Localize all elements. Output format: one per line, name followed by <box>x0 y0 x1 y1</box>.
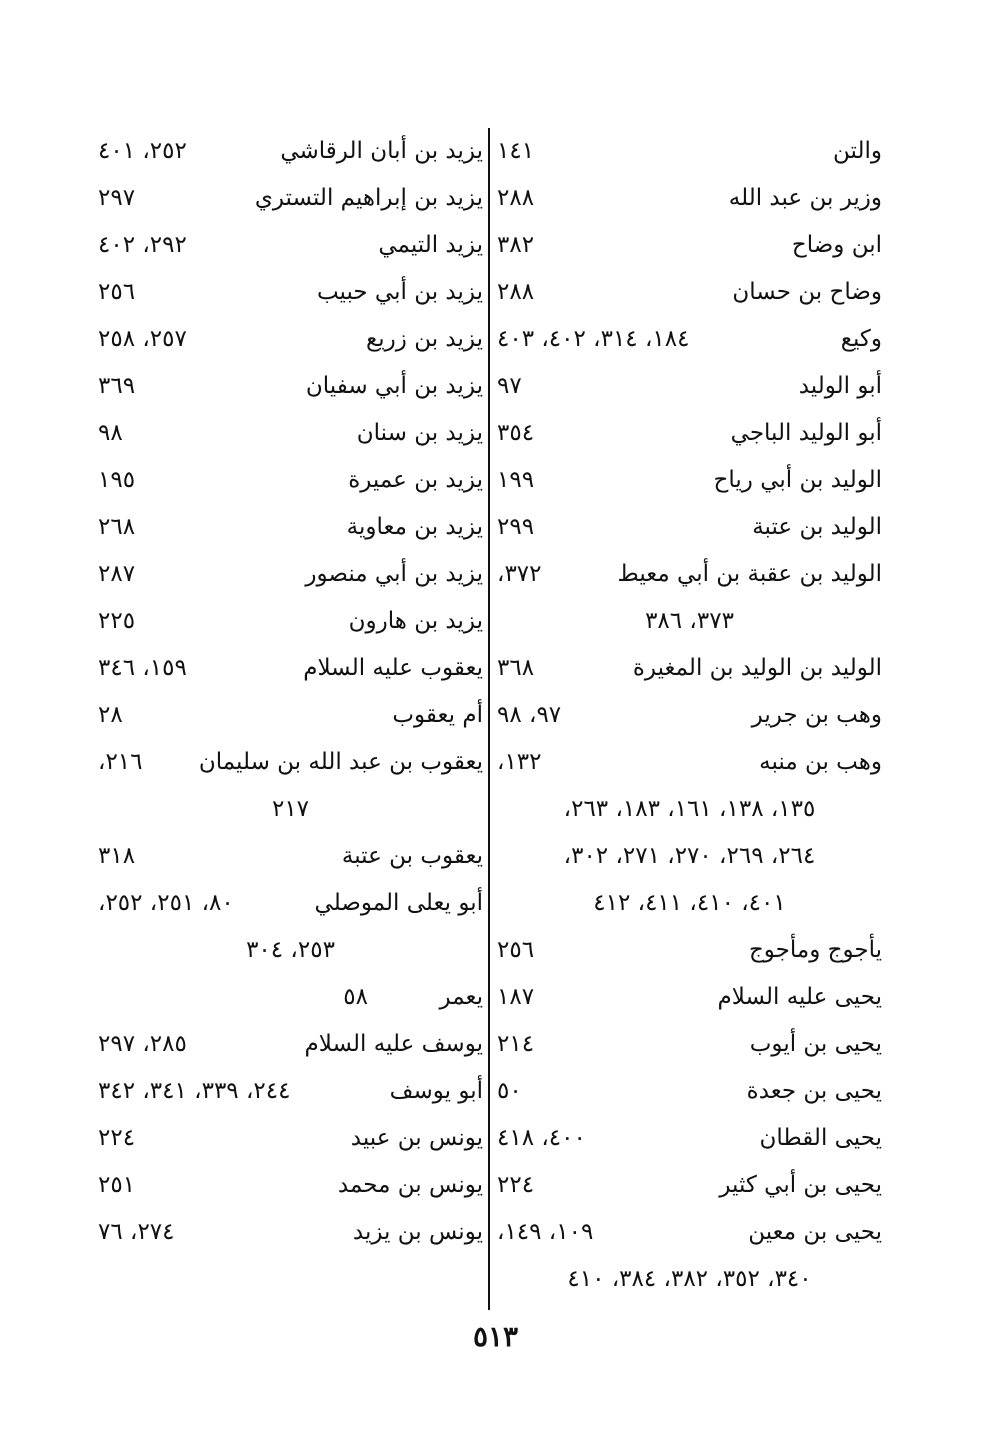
page-number: ٥١٣ <box>472 1320 519 1353</box>
entry-name: يونس بن يزيد <box>352 1219 483 1245</box>
index-entry-continuation <box>497 786 882 833</box>
index-entry <box>98 175 483 222</box>
entry-page-numbers: ٢٩٢، ٤٠٢ <box>98 232 187 258</box>
entry-page-numbers: ٣٦٩ <box>98 373 136 399</box>
entry-name: يعمر <box>439 984 483 1010</box>
index-entry <box>98 1209 483 1256</box>
entry-page-numbers: ٢٥٦ <box>497 937 535 963</box>
entry-page-numbers: ٢٦٤، ٢٦٩، ٢٧٠، ٢٧١، ٣٠٢، <box>563 843 816 869</box>
entry-page-numbers: ٢٨٥، ٢٩٧ <box>98 1031 187 1057</box>
index-entry <box>98 457 483 504</box>
entry-page-numbers: ١٣٢، <box>497 749 542 775</box>
index-entry <box>98 880 483 927</box>
entry-page-numbers: ٢٤٤، ٣٣٩، ٣٤١، ٣٤٢ <box>98 1078 291 1104</box>
entry-page-numbers: ٢٥٦ <box>98 279 136 305</box>
entry-name: يزيد بن أبان الرقاشي <box>280 138 483 164</box>
entry-name: يعقوب بن عتبة <box>341 843 483 869</box>
index-entry-continuation <box>98 927 483 974</box>
entry-name: أبو الوليد الباجي <box>730 420 882 446</box>
entry-page-numbers: ٢٨٨ <box>497 185 535 211</box>
entry-page-numbers: ١٣٥، ١٣٨، ١٦١، ١٨٣، ٢٦٣، <box>563 796 816 822</box>
index-entry <box>98 504 483 551</box>
entry-name: الوليد بن أبي رياح <box>713 467 882 493</box>
entry-page-numbers: ٥٠ <box>497 1078 522 1104</box>
index-entry <box>98 598 483 645</box>
index-entry-continuation <box>497 833 882 880</box>
entry-page-numbers: ١٠٩، ١٤٩، <box>497 1219 594 1245</box>
entry-name: أبو يعلى الموصلي <box>314 890 483 916</box>
entry-name: الوليد بن عقبة بن أبي معيط <box>617 561 882 587</box>
entry-name: يحيى عليه السلام <box>717 984 882 1010</box>
entry-name: يزيد بن سنان <box>356 420 483 446</box>
entry-page-numbers: ٣٦٨ <box>497 655 535 681</box>
index-entry <box>98 1115 483 1162</box>
index-entry <box>98 128 483 175</box>
index-entry <box>98 974 483 1021</box>
entry-name: يزيد بن زريع <box>366 326 483 352</box>
entry-page-numbers: ٢٥٢، ٤٠١ <box>98 138 187 164</box>
entry-name: الوليد بن عتبة <box>752 514 882 540</box>
index-entry <box>98 363 483 410</box>
entry-page-numbers: ١٤١ <box>497 138 535 164</box>
index-entry-continuation <box>497 1256 882 1303</box>
index-entry <box>497 222 882 269</box>
index-entry <box>497 645 882 692</box>
entry-page-numbers: ٢٢٤ <box>497 1172 535 1198</box>
entry-name: يونس بن محمد <box>337 1172 483 1198</box>
entry-name: يزيد بن أبي سفيان <box>305 373 483 399</box>
entry-page-numbers: ٤٠٠، ٤١٨ <box>497 1125 586 1151</box>
entry-name: يزيد بن معاوية <box>346 514 483 540</box>
index-entry <box>497 551 882 598</box>
column-divider <box>488 128 490 1310</box>
entry-page-numbers: ٢٨٨ <box>497 279 535 305</box>
entry-name: وهب بن منبه <box>759 749 882 775</box>
index-entry <box>497 175 882 222</box>
entry-page-numbers: ٢٧٤، ٧٦ <box>98 1219 175 1245</box>
entry-page-numbers: ١٨٤، ٣١٤، ٤٠٢، ٤٠٣ <box>497 326 690 352</box>
index-entry <box>497 1021 882 1068</box>
entry-name: يوسف عليه السلام <box>304 1031 483 1057</box>
entry-page-numbers: ٣٧٣، ٣٨٦ <box>645 608 734 634</box>
index-entry <box>98 692 483 739</box>
index-entry <box>497 1115 882 1162</box>
index-entry <box>98 1021 483 1068</box>
index-entry-continuation <box>497 880 882 927</box>
entry-page-numbers: ٢١٧ <box>271 796 310 822</box>
entry-page-numbers: ٣٧٢، <box>497 561 542 587</box>
entry-page-numbers: ٢٥٣، ٣٠٤ <box>246 937 335 963</box>
index-entry <box>497 504 882 551</box>
entry-page-numbers: ٢٦٨ <box>98 514 136 540</box>
entry-name: يحيى بن معين <box>748 1219 882 1245</box>
entry-name: يزيد بن أبي منصور <box>305 561 483 587</box>
entry-name: يزيد التيمي <box>378 232 483 258</box>
index-entry <box>497 1162 882 1209</box>
index-entry <box>497 410 882 457</box>
entry-name: يزيد بن هارون <box>348 608 483 634</box>
index-entry <box>98 739 483 786</box>
index-entry <box>497 739 882 786</box>
entry-page-numbers: ٢٥١ <box>98 1172 136 1198</box>
entry-page-numbers: ٢١٤ <box>497 1031 535 1057</box>
entry-page-numbers: ١٨٧ <box>497 984 535 1010</box>
index-column-right <box>497 128 882 1303</box>
index-entry <box>497 316 882 363</box>
entry-name: يزيد بن إبراهيم التستري <box>254 185 483 211</box>
entry-page-numbers: ٤٠١، ٤١٠، ٤١١، ٤١٢ <box>593 890 786 916</box>
entry-page-numbers: ٢٢٥ <box>98 608 136 634</box>
index-entry <box>497 363 882 410</box>
entry-page-numbers: ٢٢٤ <box>98 1125 136 1151</box>
entry-page-numbers: ٣٤٠، ٣٥٢، ٣٨٢، ٣٨٤، ٤١٠ <box>567 1266 812 1292</box>
entry-page-numbers: ١٩٩ <box>497 467 535 493</box>
entry-name: يزيد بن أبي حبيب <box>316 279 483 305</box>
entry-page-numbers: ٣٥٤ <box>497 420 535 446</box>
entry-page-numbers: ٢٨٧ <box>98 561 136 587</box>
index-entry <box>98 1162 483 1209</box>
index-entry <box>98 316 483 363</box>
entry-page-numbers: ١٥٩، ٣٤٦ <box>98 655 187 681</box>
index-entry <box>98 645 483 692</box>
entry-name: الوليد بن الوليد بن المغيرة <box>632 655 882 681</box>
entry-name: أبو يوسف <box>389 1078 483 1104</box>
entry-name: ابن وضاح <box>791 232 882 258</box>
entry-name: وزير بن عبد الله <box>728 185 882 211</box>
index-entry <box>497 927 882 974</box>
index-entry <box>98 1068 483 1115</box>
entry-name: وضاح بن حسان <box>732 279 882 305</box>
index-entry <box>497 692 882 739</box>
entry-name: يعقوب عليه السلام <box>303 655 483 681</box>
entry-name: يعقوب بن عبد الله بن سليمان <box>198 749 483 775</box>
entry-page-numbers: ٥٨ <box>343 984 368 1010</box>
index-entry-continuation <box>98 786 483 833</box>
entry-name: يحيى بن جعدة <box>746 1078 882 1104</box>
entry-page-numbers: ٣٨٢ <box>497 232 535 258</box>
entry-name: يحيى بن أيوب <box>749 1031 882 1057</box>
index-entry <box>98 551 483 598</box>
entry-page-numbers: ٩٧، ٩٨ <box>497 702 562 728</box>
entry-page-numbers: ٢١٦، <box>98 749 143 775</box>
entry-page-numbers: ٢٨ <box>98 702 123 728</box>
index-entry <box>497 1068 882 1115</box>
index-column-left <box>98 128 483 1256</box>
entry-name: يزيد بن عميرة <box>348 467 483 493</box>
index-entry <box>497 1209 882 1256</box>
index-entry <box>497 128 882 175</box>
entry-name: والتن <box>833 138 882 164</box>
entry-page-numbers: ١٩٥ <box>98 467 136 493</box>
index-entry <box>98 269 483 316</box>
index-entry-continuation <box>497 598 882 645</box>
entry-name: أبو الوليد <box>798 373 882 399</box>
entry-name: يحيى القطان <box>759 1125 882 1151</box>
index-entry <box>497 457 882 504</box>
index-entry <box>98 410 483 457</box>
index-entry <box>98 222 483 269</box>
entry-name: أم يعقوب <box>392 702 483 728</box>
entry-page-numbers: ٢٩٧ <box>98 185 136 211</box>
entry-name: وهب بن جرير <box>751 702 882 728</box>
index-entry <box>98 833 483 880</box>
entry-name: يحيى بن أبي كثير <box>719 1172 882 1198</box>
entry-name: وكيع <box>840 326 882 352</box>
index-entry <box>497 269 882 316</box>
entry-name: يأجوج ومأجوج <box>748 937 882 963</box>
entry-page-numbers: ٨٠، ٢٥١، ٢٥٢، <box>98 890 234 916</box>
entry-page-numbers: ٣١٨ <box>98 843 136 869</box>
index-entry <box>497 974 882 1021</box>
entry-page-numbers: ٢٥٧، ٢٥٨ <box>98 326 187 352</box>
entry-name: يونس بن عبيد <box>350 1125 483 1151</box>
entry-page-numbers: ٩٨ <box>98 420 123 446</box>
entry-page-numbers: ٢٩٩ <box>497 514 535 540</box>
entry-page-numbers: ٩٧ <box>497 373 522 399</box>
